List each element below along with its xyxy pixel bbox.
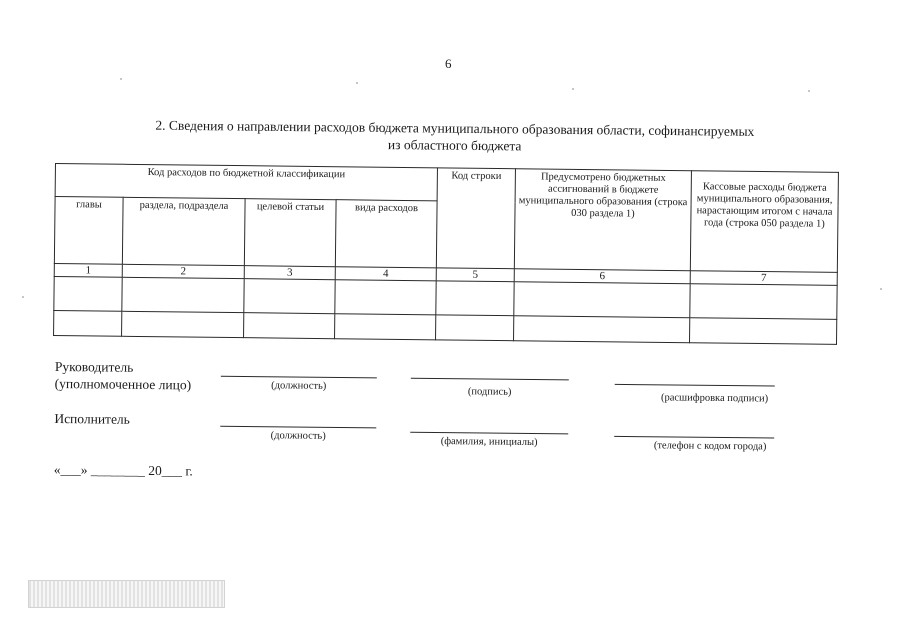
scan-speck xyxy=(572,88,574,90)
table-cell xyxy=(514,316,690,343)
signature-block xyxy=(54,358,815,496)
scan-speck xyxy=(356,82,358,84)
scan-speck xyxy=(808,90,810,92)
table-cell xyxy=(690,284,837,320)
head-position-caption: (должность) xyxy=(271,380,327,392)
column-number: 5 xyxy=(436,268,514,282)
executor-position-caption: (должность) xyxy=(270,430,326,442)
head-decoding-caption: (расшифровка подписи) xyxy=(660,392,769,405)
column-header-kassovye: Кассовые расходы бюджета муниципального образования, нарастающим итогом с начала года (строка 050 раздела 1) xyxy=(690,171,838,273)
budget-classification-header: Код расходов по бюджетной классификации xyxy=(55,164,437,201)
head-decoding-line xyxy=(615,384,775,387)
column-number: 6 xyxy=(514,269,690,284)
executor-phone-caption: (телефон с кодом города) xyxy=(653,440,767,453)
table-cell xyxy=(244,279,335,314)
section-title xyxy=(95,116,815,158)
scan-stamp-mark xyxy=(28,580,225,608)
section-title-line-2: из областного бюджета xyxy=(387,137,522,154)
budget-expenses-table xyxy=(53,163,839,345)
executor-phone-line xyxy=(614,436,774,439)
table-cell xyxy=(54,310,122,336)
column-header-razdel: раздела, подраздела xyxy=(122,197,245,265)
executor-position-line xyxy=(220,426,376,429)
table-cell xyxy=(436,281,514,316)
head-label xyxy=(55,358,192,393)
column-number: 3 xyxy=(244,266,335,280)
head-signature-line xyxy=(411,378,569,381)
column-number: 1 xyxy=(54,263,122,277)
scan-speck xyxy=(880,288,882,290)
table-cell xyxy=(244,313,335,339)
scan-speck xyxy=(120,78,122,80)
table-cell xyxy=(690,318,837,345)
column-number: 4 xyxy=(335,267,436,281)
table-cell xyxy=(514,282,690,318)
scan-speck xyxy=(22,296,24,298)
date-line: «___» ________ 20___ г. xyxy=(53,461,193,479)
page-number: 6 xyxy=(445,56,452,71)
column-header-predusmotreno: Предусмотрено бюджетных ассигнований в бюджете муниципального образования (строка 030 раздела 1) xyxy=(514,169,691,271)
head-signature-caption: (подпись) xyxy=(467,386,512,398)
executor-label: Исполнитель xyxy=(54,410,130,427)
column-header-glavy: главы xyxy=(54,197,123,265)
column-header-kod-stroki: Код строки xyxy=(436,168,515,269)
table-cell xyxy=(335,280,436,315)
section-title-line-1: 2. Сведения о направлении расходов бюджета муниципального образования области, софинансируемых xyxy=(155,117,755,139)
table-cell xyxy=(335,314,436,340)
table-cell xyxy=(122,311,244,337)
column-header-vid: вида расходов xyxy=(335,200,437,268)
head-label-line-1: Руководитель xyxy=(54,358,134,375)
table-cell xyxy=(122,277,244,312)
table-cell xyxy=(54,276,122,311)
table-cell xyxy=(436,315,514,341)
budget-table-container xyxy=(53,163,839,345)
column-header-celevoy: целевой статьи xyxy=(244,199,336,267)
head-label-line-2: (уполномоченное лицо) xyxy=(54,375,192,393)
head-position-line xyxy=(221,376,377,379)
executor-name-line xyxy=(410,432,568,435)
column-number: 2 xyxy=(122,264,244,278)
executor-name-caption: (фамилия, инициалы) xyxy=(440,436,538,449)
column-number: 7 xyxy=(690,271,837,286)
